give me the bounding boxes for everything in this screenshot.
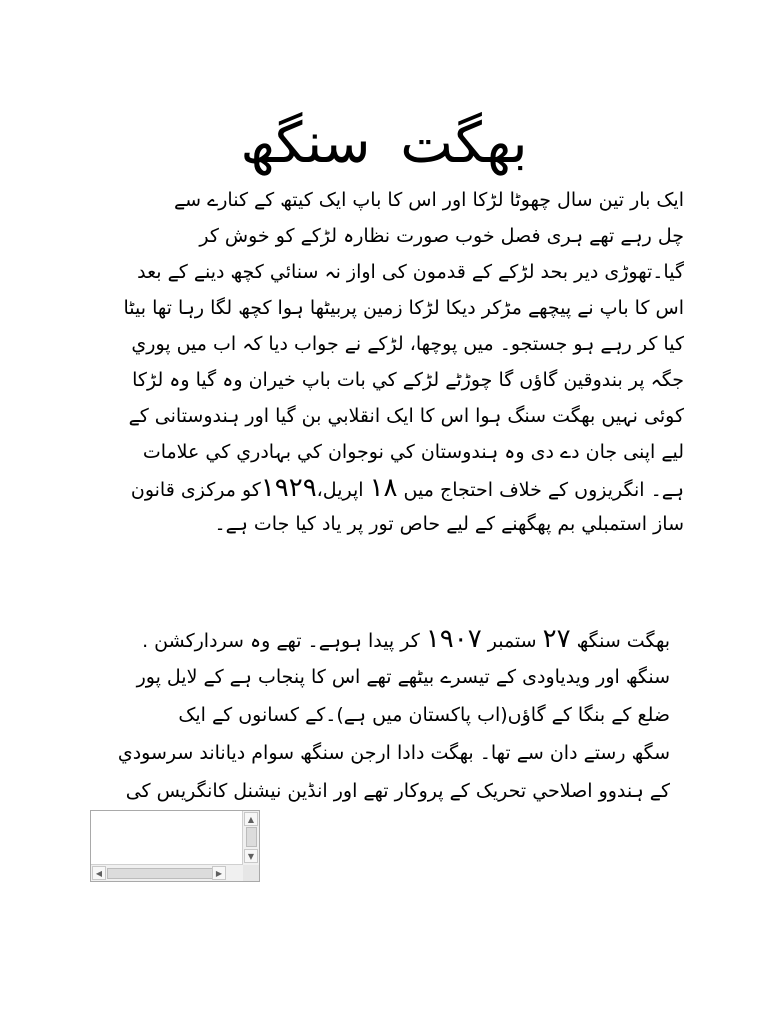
paragraph-line: جگہ پر بندوقین گاؤں گا چوڑٹے لڑکے کي بات باپ خیران وہ گیا وہ لڑکا	[132, 369, 684, 391]
line-text: کو مرکزی قانون	[130, 479, 261, 501]
line-text: بھگت سنگھ	[570, 630, 670, 652]
paragraph-line: اس کا باپ نے پیچھے مڑکر دیکا لڑکا زمین پربیٹھا ہوا کچھ لگا رہا تھا بیٹا	[123, 297, 684, 319]
paragraph-line-date	[90, 470, 684, 506]
scrollbar-corner	[243, 865, 259, 881]
birth-year: ۱۹۰۷	[425, 624, 482, 654]
paragraph-line: سنگھ اور ویدیاودی کے تیسرے بیٹھے تھے اس کا پنجاب ہے کے لایل پور	[136, 666, 670, 688]
horizontal-scrollbar[interactable]	[91, 864, 243, 881]
birth-day: ۲۷	[542, 624, 571, 654]
paragraph-line: گیا۔تھوڑی دیر بحد لڑکے کے قدمون کی اواز نہ سنائي کچھ دینے کے بعد	[137, 261, 684, 283]
date-year: ۱۹۲۹	[260, 473, 317, 503]
vertical-scrollbar[interactable]	[242, 811, 259, 865]
page-title: بھگت سنگھ	[240, 111, 528, 176]
scroll-left-icon[interactable]: ◀	[92, 866, 106, 880]
paragraph-line-birth	[84, 620, 670, 658]
paragraph-line: ضلع کے بنگا کے گاؤں(اب پاکستان میں ہے)۔کے کسانوں کے ایک	[178, 704, 670, 726]
line-text: کر پیدا ہوہے۔ تھے وہ سردارکشن .	[142, 630, 426, 652]
horizontal-scroll-thumb[interactable]	[107, 868, 225, 879]
scroll-right-icon[interactable]: ▶	[212, 866, 226, 880]
birth-month: ستمبر	[481, 630, 543, 652]
paragraph-line: ساز استمبلي بم پھگھنے کے لیے حاص تور پر یاد کیا جات ہے۔	[214, 513, 684, 535]
paragraph-intro	[90, 182, 684, 542]
scroll-down-icon[interactable]: ▼	[244, 849, 258, 863]
date-day: ۱۸	[369, 473, 398, 503]
paragraph-line: کے ہندوو اصلاحي تحریک کے پروکار تھے اور انڈین نیشنل کانگریس کی	[125, 780, 670, 802]
embedded-scroll-box[interactable]	[90, 810, 260, 882]
paragraph-line: چل رہے تھے ہری فصل خوب صورت نظارہ لڑکے کو خوش کر	[199, 225, 684, 247]
date-month: اپریل،	[316, 479, 370, 501]
paragraph-line: ایک بار تین سال چھوٹا لڑکا اور اس کا باپ ایک کیتھ کے کنارے سے	[174, 189, 684, 211]
paragraph-line: کوئی نہیں بھگت سنگ ہوا اس کا ایک انقلابي بن گیا اور ہندوستانی کے	[128, 405, 684, 427]
paragraph-line: کیا کر رہے ہو جستجو۔ میں پوچھا، لڑکے نے جواب دیا کہ اب میں پوري	[131, 333, 684, 355]
line-text: ہے۔ انگریزوں کے خلاف احتجاج میں	[397, 479, 684, 501]
paragraph-line: لیے اپنی جان دے دی وہ ہندوستان کي نوجوان کي بہادري کي علامات	[142, 441, 684, 463]
paragraph-line: سگھ رستے دان سے تھا۔ بھگت دادا ارجن سنگھ سوام دیاناند سرسودي	[117, 742, 670, 764]
scroll-up-icon[interactable]: ▲	[244, 812, 258, 826]
paragraph-biography	[84, 620, 670, 810]
vertical-scroll-thumb[interactable]	[246, 827, 257, 847]
